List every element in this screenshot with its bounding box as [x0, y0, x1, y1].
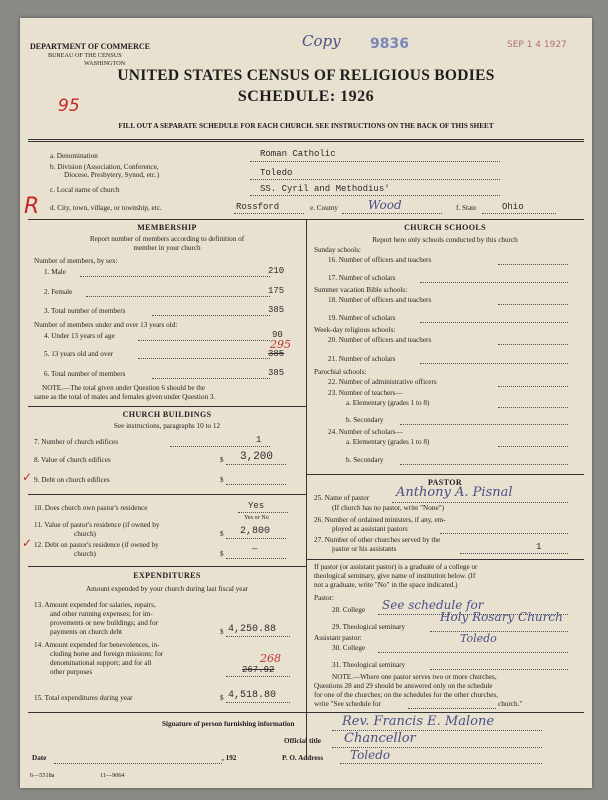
- q24a-label: a. Elementary (grades 1 to 8): [346, 438, 430, 446]
- q7-label: 7. Number of church edifices: [34, 438, 119, 446]
- q14-handwritten-correction: 268: [260, 652, 281, 665]
- department-label: DEPARTMENT OF COMMERCE: [30, 42, 151, 51]
- q24b-label: b. Secondary: [346, 456, 384, 464]
- q14-value[interactable]: 267.92: [242, 665, 275, 675]
- pastor-note-1: NOTE.—Where one pastor serves two or more churches,: [332, 673, 497, 681]
- county-label: e. County: [310, 204, 338, 212]
- q6-leader: [152, 378, 270, 379]
- date-stamp: SEP 1 4 1927: [507, 40, 567, 50]
- q3-leader: [152, 315, 270, 316]
- church-name-line: [250, 195, 500, 196]
- q15-label: 15. Total expenditures during year: [34, 694, 133, 702]
- q7-leader: [170, 446, 270, 447]
- q27-line-2: pastor or his assistants: [332, 545, 397, 553]
- po-address-label: P. O. Address: [282, 754, 324, 762]
- q18-line: [498, 304, 568, 305]
- official-title-value[interactable]: Chancellor: [344, 731, 416, 746]
- q10-line: [238, 512, 288, 513]
- pastor-note-blank: [408, 708, 496, 709]
- yes-no-hint: Yes or No: [244, 514, 269, 521]
- q17-label: 17. Number of scholars: [328, 274, 396, 282]
- q31-line: [430, 669, 568, 670]
- division-value[interactable]: Toledo: [260, 168, 293, 178]
- signature-label: Signature of person furnishing information: [162, 720, 295, 728]
- q29-label: 29. Theological seminary: [332, 623, 406, 631]
- buildings-mid-line: [28, 494, 306, 495]
- q9-label: 9. Debt on church edifices: [34, 476, 110, 484]
- graduate-note-1: If pastor (or assistant pastor) is a graduate of a college or: [314, 563, 478, 571]
- q23-label: 23. Number of teachers—: [328, 389, 403, 397]
- q29-line: [430, 631, 568, 632]
- year-label: , 192: [222, 754, 237, 762]
- r-check-mark: R: [24, 194, 40, 219]
- q15-value[interactable]: 4,518.80: [228, 690, 277, 701]
- footer-top-line: [28, 712, 584, 713]
- church-name-value[interactable]: SS. Cyril and Methodius': [260, 184, 390, 194]
- assistant-pastor-label: Assistant pastor:: [314, 634, 362, 642]
- pastor-subheading: Pastor:: [314, 594, 334, 602]
- q21-label: 21. Number of scholars: [328, 355, 396, 363]
- q4-under13-value[interactable]: 90: [272, 330, 283, 340]
- sunday-label: Sunday schools:: [314, 246, 361, 254]
- header-divider-2: [28, 141, 584, 142]
- q26-line: [440, 533, 568, 534]
- q13-line-2: and other running expenses; for im-: [50, 610, 153, 618]
- expenditures-top-line: [28, 566, 306, 567]
- q15-line: [226, 702, 290, 703]
- q12-dollar: $: [220, 550, 224, 558]
- q24-label: 24. Number of scholars—: [328, 428, 403, 436]
- po-address-line: [340, 763, 542, 764]
- q4-leader: [138, 340, 270, 341]
- city-line: [234, 213, 304, 214]
- q21-line: [420, 363, 568, 364]
- division-label-2: Diocese, Presbytery, Synod, etc.): [64, 171, 160, 179]
- print-number: 11—9064: [100, 772, 125, 779]
- q2-female-value[interactable]: 175: [268, 286, 285, 296]
- q9-check-mark: ✓: [22, 470, 33, 484]
- q10-label: 10. Does church own pastor's residence: [34, 504, 148, 512]
- membership-heading: MEMBERSHIP: [137, 223, 197, 232]
- q20-label: 20. Number of officers and teachers: [328, 336, 432, 344]
- members-by-sex-label: Number of members, by sex:: [34, 257, 118, 265]
- membership-intro-1: Report number of members according to definition of: [89, 235, 245, 243]
- q30-line: [378, 652, 568, 653]
- copy-note: Copy: [302, 32, 341, 50]
- q5-handwritten-correction: 295: [270, 338, 291, 351]
- q25-value[interactable]: Anthony A. Pisnal: [396, 485, 513, 500]
- city-label-field: d. City, town, village, or township, etc.: [50, 204, 162, 212]
- county-value[interactable]: Wood: [368, 198, 402, 212]
- summer-label: Summer vacation Bible schools:: [314, 286, 408, 294]
- weekday-label: Week-day religious schools:: [314, 326, 396, 334]
- q19-label: 19. Number of scholars: [328, 314, 396, 322]
- q14-line: [226, 676, 290, 677]
- buildings-sub: See instructions, paragraphs 10 to 12: [113, 422, 221, 430]
- date-label: Date: [32, 754, 47, 762]
- header-divider: [28, 139, 584, 140]
- q15-dollar: $: [220, 694, 224, 702]
- division-line: [250, 179, 500, 180]
- q1-leader: [80, 276, 270, 277]
- q13-line-1: 13. Amount expended for salaries, repairs,: [34, 601, 156, 609]
- q8-line: [226, 464, 286, 465]
- q9-dollar: $: [220, 476, 224, 484]
- q11-value[interactable]: 2,800: [240, 526, 271, 537]
- q8-label: 8. Value of church edifices: [34, 456, 111, 464]
- q17-line: [420, 282, 568, 283]
- q18-label: 18. Number of officers and teachers: [328, 296, 432, 304]
- division-label-1: b. Division (Association, Conference,: [50, 163, 159, 171]
- q11-dollar: $: [220, 530, 224, 538]
- q8-dollar: $: [220, 456, 224, 464]
- q27-value[interactable]: 1: [536, 542, 542, 552]
- q27-line: [460, 553, 568, 554]
- q30-label: 30. College: [332, 644, 366, 652]
- schools-intro: Report here only schools conducted by this church: [372, 236, 518, 244]
- page-number-note: 95: [58, 96, 80, 116]
- parochial-label: Parochial schools:: [314, 368, 367, 376]
- q2-leader: [86, 296, 270, 297]
- q12-value[interactable]: —: [252, 544, 258, 554]
- q16-line: [498, 264, 568, 265]
- q12-check-mark: ✓: [22, 536, 33, 550]
- q1-male-value[interactable]: 210: [268, 266, 285, 276]
- q10-value[interactable]: Yes: [248, 501, 265, 511]
- instruction-line: FILL OUT A SEPARATE SCHEDULE FOR EACH CHURCH. SEE INSTRUCTIONS ON THE BACK OF THIS SHEET: [118, 122, 494, 130]
- q14-line-4: other purposes: [50, 668, 93, 676]
- q9-line: [226, 484, 286, 485]
- graduate-top-line: [306, 559, 584, 560]
- expenditures-sub: Amount expended by your church during last fiscal year: [85, 585, 249, 593]
- date-line: [54, 763, 222, 764]
- q29-value[interactable]: Holy Rosary Church: [440, 610, 563, 624]
- po-address-value[interactable]: Toledo: [350, 748, 391, 762]
- q23a-line: [498, 407, 568, 408]
- pastor-note-4: write "See schedule for: [314, 700, 381, 708]
- buildings-top-line: [28, 406, 306, 407]
- county-line: [342, 213, 442, 214]
- church-name-label: c. Local name of church: [50, 186, 120, 194]
- q12-label-2: church): [74, 550, 96, 558]
- q8-value[interactable]: 3,200: [240, 451, 274, 463]
- q11-line: [226, 538, 286, 539]
- q24b-line: [400, 464, 568, 465]
- q3-total-value[interactable]: 385: [268, 305, 285, 315]
- graduate-note-3: not a graduate, write "No" in the space indicated.): [314, 581, 458, 589]
- state-value[interactable]: Ohio: [502, 202, 524, 212]
- q25-line: [392, 502, 568, 503]
- q13-line: [226, 636, 290, 637]
- q23a-label: a. Elementary (grades 1 to 8): [346, 399, 430, 407]
- q31-label: 31. Theological seminary: [332, 661, 406, 669]
- signature-value[interactable]: Rev. Francis E. Malone: [342, 714, 495, 729]
- official-title-label: Official title: [284, 737, 321, 745]
- q11-label-2: church): [74, 530, 96, 538]
- graduate-note-2: theological seminary, give name of institution below. (If: [314, 572, 476, 580]
- expenditures-heading: EXPENDITURES: [133, 571, 201, 580]
- q28-value[interactable]: See schedule for: [382, 598, 484, 612]
- q23b-label: b. Secondary: [346, 416, 384, 424]
- q20-line: [498, 344, 568, 345]
- q26-line-2: ployed as assistant pastors: [332, 525, 408, 533]
- q27-line-1: 27. Number of other churches served by the: [314, 536, 441, 544]
- pastor-note-2: Questions 28 and 29 should be answered only on the schedule: [314, 682, 493, 690]
- q25-label: 25. Name of pastor: [314, 494, 370, 502]
- pastor-heading: PASTOR: [427, 478, 463, 487]
- buildings-heading: CHURCH BUILDINGS: [122, 410, 212, 419]
- pastor-top-line: [306, 474, 584, 475]
- city-label: WASHINGTON: [84, 60, 126, 67]
- q30-value[interactable]: Toledo: [460, 632, 497, 645]
- q26-line-1: 26. Number of ordained ministers, if any, em-: [314, 516, 446, 524]
- pastor-note-3: for one of the churches; on the schedules for the other churches,: [314, 691, 499, 699]
- bureau-label: BUREAU OF THE CENSUS: [48, 52, 122, 59]
- q5-leader: [138, 358, 270, 359]
- q11-label-1: 11. Value of pastor's residence (if owned by: [34, 521, 160, 529]
- denomination-label: a. Denomination: [50, 152, 98, 160]
- denomination-value[interactable]: Roman Catholic: [260, 149, 336, 159]
- q13-line-4: payments on church debt: [50, 628, 123, 636]
- q7-value[interactable]: 1: [256, 435, 262, 445]
- q25-sub: (If church has no pastor, write "None"): [332, 504, 444, 512]
- q6-total-value[interactable]: 385: [268, 368, 285, 378]
- state-label: f. State: [456, 204, 477, 212]
- q12-label-1: 12. Debt on pastor's residence (if owned by: [34, 541, 159, 549]
- number-stamp: 9836: [370, 36, 409, 52]
- q19-line: [420, 322, 568, 323]
- form-number: 6—5518a: [30, 772, 55, 779]
- q12-line: [226, 558, 286, 559]
- q22-line: [498, 386, 568, 387]
- q2-female-label: 2. Female: [44, 288, 73, 296]
- q24a-line: [498, 446, 568, 447]
- form-title: UNITED STATES CENSUS OF RELIGIOUS BODIES: [117, 67, 495, 84]
- q28-label: 28. College: [332, 606, 366, 614]
- q4-under13-label: 4. Under 13 years of age: [44, 332, 115, 340]
- pastor-note-5: church.": [498, 700, 523, 708]
- q14-line-3: denominational support; and for all: [50, 659, 152, 667]
- q6-total-label: 6. Total number of members: [44, 370, 126, 378]
- q13-dollar: $: [220, 628, 224, 636]
- form-subtitle: SCHEDULE: 1926: [237, 88, 375, 105]
- schools-heading: CHURCH SCHOOLS: [404, 223, 486, 232]
- membership-intro-2: member in your church: [133, 244, 201, 252]
- q5-over13-label: 5. 13 years old and over: [44, 350, 114, 358]
- membership-note-1: NOTE.—The total given under Question 6 should be the: [42, 384, 206, 392]
- state-line: [482, 213, 556, 214]
- q22-label: 22. Number of administrative officers: [328, 378, 437, 386]
- under-over-label: Number of members under and over 13 years old:: [34, 321, 178, 329]
- census-schedule-sheet: [20, 18, 592, 788]
- membership-note-2: same as the total of males and females given under Question 3.: [34, 393, 216, 401]
- q16-label: 16. Number of officers and teachers: [328, 256, 432, 264]
- q5-over13-value[interactable]: 385: [268, 349, 285, 359]
- q14-line-1: 14. Amount expended for benevolences, in-: [34, 641, 160, 649]
- q23b-line: [400, 424, 568, 425]
- q3-total-label: 3. Total number of members: [44, 307, 126, 315]
- denomination-line: [250, 161, 500, 162]
- q13-line-3: provements or new buildings; and for: [50, 619, 158, 627]
- column-divider: [306, 219, 307, 759]
- city-value[interactable]: Rossford: [236, 202, 280, 212]
- q1-male-label: 1. Male: [44, 268, 66, 276]
- q14-line-2: cluding home and foreign missions; for: [50, 650, 164, 658]
- q13-value[interactable]: 4,250.88: [228, 624, 277, 635]
